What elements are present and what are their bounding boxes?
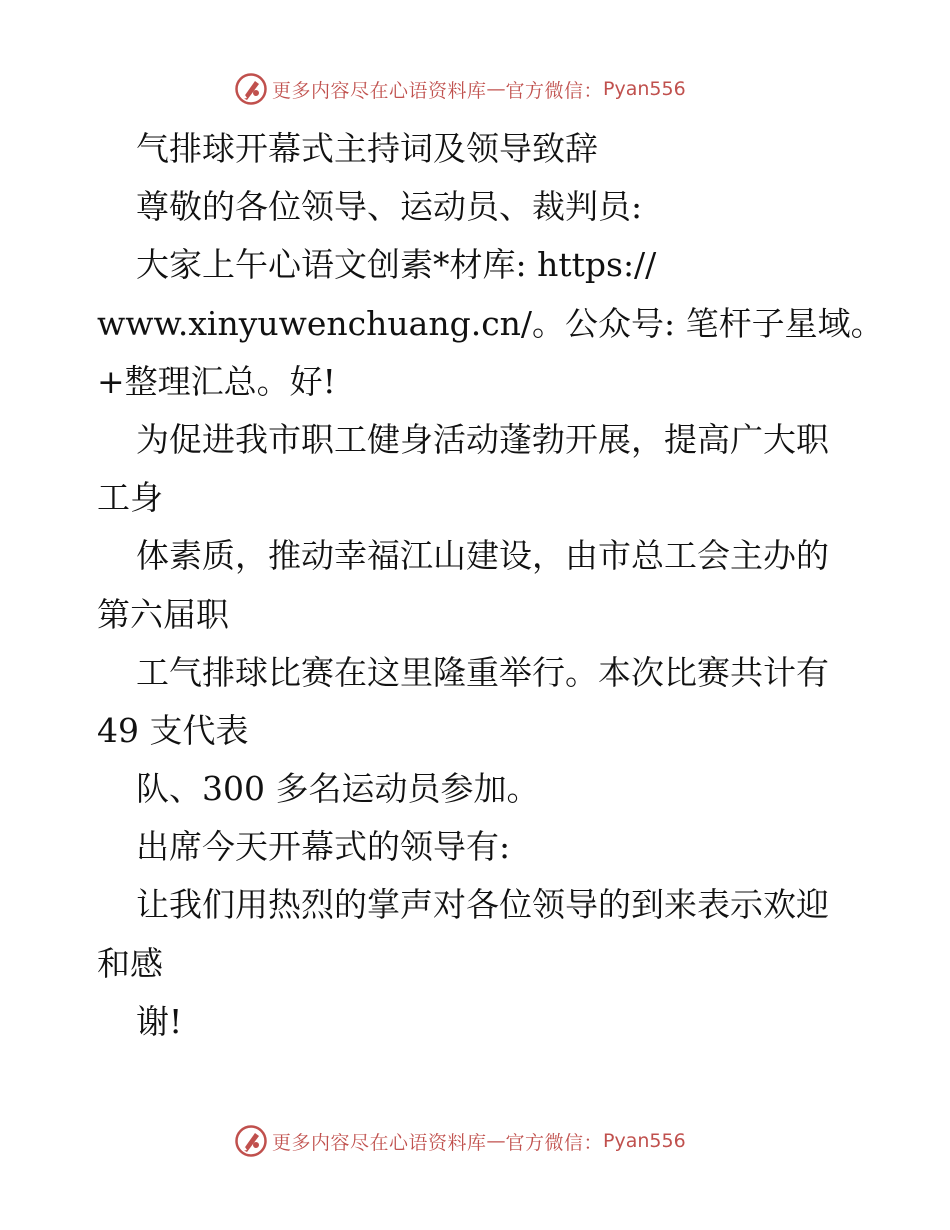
paragraph-line: 大家上午心语文创素*材库: https:// xyxy=(136,245,657,285)
paragraph-line: 49 支代表 xyxy=(97,710,249,750)
paragraph-line: 队、300 多名运动员参加。 xyxy=(136,769,540,809)
paragraph-line: 工身 xyxy=(97,478,163,518)
banner-wechat-label: 官方微信： xyxy=(505,79,604,102)
paragraph-line: www.xinyuwenchuang.cn/。公众号: 笔杆子星域。 xyxy=(97,303,884,343)
pen-seal-logo-icon xyxy=(234,1124,268,1158)
banner-wechat-account: Pyan556 xyxy=(603,1130,686,1152)
banner-text: 更多内容尽在心语资料库 xyxy=(272,1131,487,1154)
paragraph-line: 和感 xyxy=(97,943,163,983)
banner-wechat-account: Pyan556 xyxy=(603,78,686,100)
footer-banner xyxy=(234,1124,686,1158)
document-title: 气排球开幕式主持词及领导致辞 xyxy=(136,129,598,168)
banner-separator: — xyxy=(486,78,506,100)
banner-wechat-label: 官方微信： xyxy=(505,1131,604,1154)
paragraph-line: 第六届职 xyxy=(97,594,229,634)
banner-separator: — xyxy=(486,1130,506,1152)
paragraph-line: +整理汇总。好! xyxy=(97,361,336,401)
paragraph-line: 工气排球比赛在这里隆重举行。本次比赛共计有 xyxy=(136,652,829,692)
document-body xyxy=(97,120,884,1051)
header-banner xyxy=(234,72,686,106)
paragraph-line: 为促进我市职工健身活动蓬勃开展，提高广大职 xyxy=(136,419,829,459)
paragraph-line: 让我们用热烈的掌声对各位领导的到来表示欢迎 xyxy=(136,885,829,925)
paragraph-line: 体素质，推动幸福江山建设，由市总工会主办的 xyxy=(136,536,829,576)
pen-seal-logo-icon xyxy=(234,72,268,106)
paragraph-line: 谢! xyxy=(136,1001,183,1041)
paragraph-line: 出席今天开幕式的领导有: xyxy=(136,827,511,867)
banner-text: 更多内容尽在心语资料库 xyxy=(272,79,487,102)
salutation: 尊敬的各位领导、运动员、裁判员: xyxy=(136,187,643,227)
